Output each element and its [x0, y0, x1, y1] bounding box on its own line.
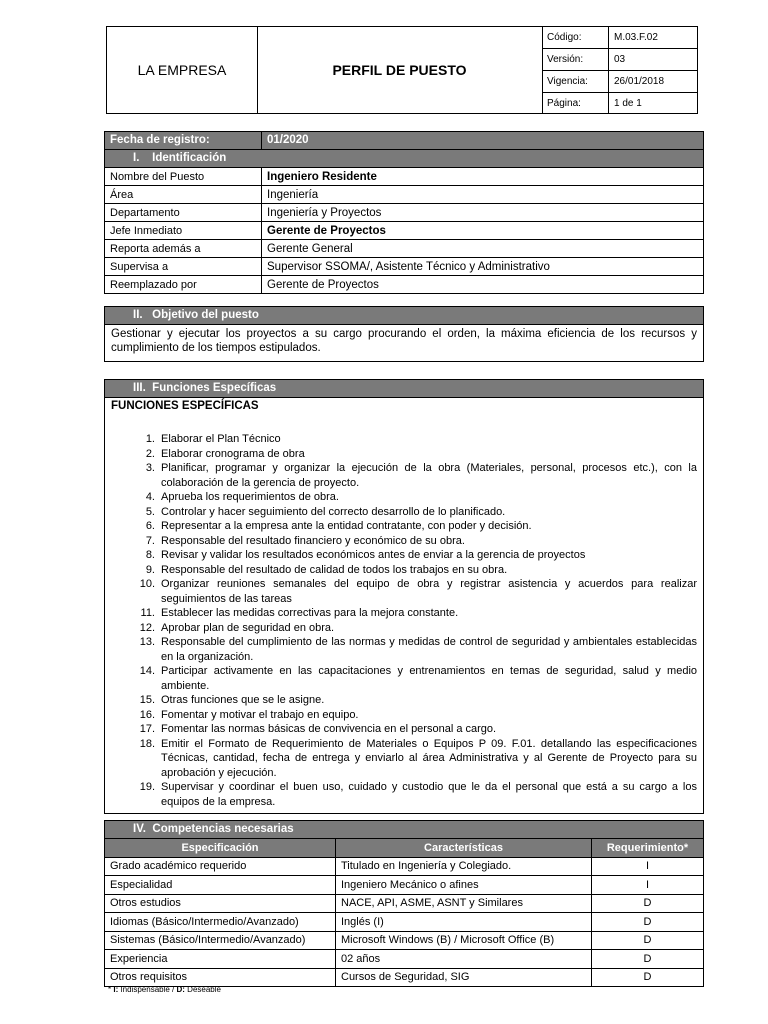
meta-row-version	[542, 49, 697, 71]
table-cell: Microsoft Windows (B) / Microsoft Office (B)	[336, 931, 592, 950]
id-row-label: Supervisa a	[105, 258, 262, 276]
item-text: Supervisar y coordinar el buen uso, cuidado y custodio que le da el personal que está a su cargo a los equipos de la empresa.	[161, 781, 697, 808]
id-row-label: Departamento	[105, 204, 262, 222]
table-cell: I	[592, 857, 704, 876]
list-item	[111, 664, 697, 693]
meta-row-vigencia	[542, 71, 697, 93]
footnote-d-text: Deseable	[184, 985, 221, 994]
competencias-table	[105, 838, 703, 986]
id-row-label: Área	[105, 186, 262, 204]
table-row	[105, 857, 703, 876]
list-item	[111, 577, 697, 606]
list-item	[111, 548, 697, 563]
item-text: Elaborar cronograma de obra	[161, 447, 305, 460]
id-row	[105, 222, 703, 240]
list-item	[111, 534, 697, 549]
fecha-registro-row	[105, 132, 703, 150]
footnote-i-text: Indispensable /	[118, 985, 177, 994]
item-number: 16.	[139, 708, 155, 721]
table-cell: Grado académico requerido	[105, 857, 336, 876]
list-item	[111, 563, 697, 578]
id-row-value: Supervisor SSOMA/, Asistente Técnico y Administrativo	[262, 258, 704, 276]
list-item	[111, 519, 697, 534]
meta-value: 26/01/2018	[609, 71, 698, 93]
item-text: Elaborar el Plan Técnico	[161, 433, 281, 445]
item-number: 8.	[145, 549, 155, 561]
meta-key: Página:	[542, 93, 609, 115]
item-number: 12.	[139, 621, 155, 634]
item-text: Participar activamente en las capacitaciones y entrenamientos en temas de seguridad, salud y medio ambiente.	[161, 665, 697, 692]
funciones-body	[105, 397, 703, 813]
table-cell: Inglés (I)	[336, 913, 592, 932]
meta-key: Versión:	[542, 49, 609, 71]
table-row	[105, 968, 703, 986]
id-row	[105, 168, 703, 186]
table-row	[105, 913, 703, 932]
section-title: III. Funciones Específicas	[105, 380, 703, 397]
table-row	[105, 894, 703, 913]
table-header-row	[105, 839, 703, 858]
column-header: Requerimiento*	[592, 839, 704, 858]
table-cell: Idiomas (Básico/Intermedio/Avanzado)	[105, 913, 336, 932]
section-objetivo	[104, 306, 704, 362]
item-text: Fomentar y motivar el trabajo en equipo.	[161, 708, 359, 721]
section-funciones	[104, 379, 704, 814]
id-row-label: Reemplazado por	[105, 276, 262, 294]
section-title: I. Identificación	[105, 150, 703, 168]
id-row-value: Gerente de Proyectos	[262, 222, 704, 240]
section-title: IV. Competencias necesarias	[105, 821, 703, 838]
table-cell: Especialidad	[105, 876, 336, 895]
item-text: Otras funciones que se le asigne.	[161, 694, 325, 706]
item-text: Organizar reuniones semanales del equipo de obra y registrar asistencia y acuerdos para realizar seguimientos de las tareas	[161, 578, 697, 605]
table-cell: Ingeniero Mecánico o afines	[336, 876, 592, 895]
section-identificacion	[104, 131, 704, 294]
item-text: Aprueba los requerimientos de obra.	[161, 491, 339, 503]
meta-value: M.03.F.02	[609, 27, 698, 49]
table-cell: 02 años	[336, 950, 592, 969]
meta-row-pagina	[542, 93, 697, 115]
item-text: Emitir el Formato de Requerimiento de Materiales o Equipos P 09. F.01. detallando las especificaciones Técnicas, cantidad, fecha de entrega y enviarlo al área Administrativa y al Gerente de Proyecto para su aprobación y ejecución.	[161, 737, 697, 779]
item-number: 19.	[139, 781, 155, 793]
footnote	[108, 985, 221, 994]
meta-value: 1 de 1	[614, 98, 642, 109]
meta-value: 03	[609, 49, 698, 71]
item-number: 7.	[145, 534, 155, 547]
item-text: Responsable del resultado financiero y económico de su obra.	[161, 534, 465, 547]
section-title-row	[105, 150, 703, 168]
id-row-label: Jefe Inmediato	[105, 222, 262, 240]
item-number: 13.	[139, 636, 155, 648]
item-text: Planificar, programar y organizar la ejecución de la obra (Materiales, personal, procesos etc.), con la colaboración de la gerencia de proyecto.	[161, 462, 697, 489]
list-item	[111, 505, 697, 520]
table-cell: Cursos de Seguridad, SIG	[336, 968, 592, 986]
id-row-label: Reporta además a	[105, 240, 262, 258]
id-row-label: Nombre del Puesto	[105, 168, 262, 186]
footnote-i-key: I:	[113, 985, 119, 994]
table-cell: I	[592, 876, 704, 895]
list-item	[111, 461, 697, 490]
list-item	[111, 621, 697, 636]
item-text: Fomentar las normas básicas de convivencia en el personal a cargo.	[161, 723, 497, 735]
document-title: PERFIL DE PUESTO	[257, 27, 543, 113]
item-text: Responsable del cumplimiento de las normas y medidas de control de seguridad y ambientales establecidas en la organización.	[161, 636, 697, 663]
item-text: Controlar y hacer seguimiento del correcto desarrollo de lo planificado.	[161, 505, 506, 518]
table-cell: Otros requisitos	[105, 968, 336, 986]
document-meta-table	[542, 27, 697, 114]
funciones-heading: FUNCIONES ESPECÍFICAS	[111, 400, 259, 412]
table-cell: D	[592, 931, 704, 950]
item-number: 9.	[145, 563, 155, 576]
table-cell: NACE, API, ASME, ASNT y Similares	[336, 894, 592, 913]
item-number: 5.	[145, 505, 155, 518]
table-row	[105, 950, 703, 969]
section-title: II. Objetivo del puesto	[105, 307, 703, 324]
item-number: 6.	[145, 520, 155, 532]
id-row	[105, 204, 703, 222]
item-number: 18.	[139, 737, 155, 750]
id-row-value: Ingeniería y Proyectos	[262, 204, 704, 222]
column-header: Especificación	[105, 839, 336, 858]
fecha-registro-label: Fecha de registro:	[105, 132, 262, 150]
list-item	[111, 432, 697, 447]
id-row-value: Ingeniería	[262, 186, 704, 204]
funciones-list	[111, 432, 697, 809]
item-number: 2.	[145, 447, 155, 460]
table-cell: D	[592, 950, 704, 969]
item-number: 17.	[139, 723, 155, 735]
id-row	[105, 240, 703, 258]
table-cell: Titulado en Ingeniería y Colegiado.	[336, 857, 592, 876]
table-cell: Otros estudios	[105, 894, 336, 913]
table-row	[105, 931, 703, 950]
item-text: Establecer las medidas correctivas para la mejora constante.	[161, 607, 459, 619]
footnote-star: *	[108, 985, 114, 994]
item-number: 3.	[145, 462, 155, 474]
item-number: 15.	[139, 694, 155, 706]
item-text: Aprobar plan de seguridad en obra.	[161, 621, 335, 634]
item-number: 14.	[139, 665, 155, 677]
id-row-value: Ingeniero Residente	[262, 168, 704, 186]
meta-key: Vigencia:	[542, 71, 609, 93]
section-competencias	[104, 820, 704, 987]
id-row	[105, 276, 703, 294]
list-item	[111, 737, 697, 781]
list-item	[111, 722, 697, 737]
item-number: 1.	[145, 433, 155, 445]
table-row	[105, 876, 703, 895]
meta-row-codigo	[542, 27, 697, 49]
table-cell: Experiencia	[105, 950, 336, 969]
identificacion-table	[105, 132, 703, 293]
table-cell: D	[592, 913, 704, 932]
list-item	[111, 635, 697, 664]
item-text: Responsable del resultado de calidad de todos los trabajos en su obra.	[161, 563, 508, 576]
id-row-value: Gerente de Proyectos	[262, 276, 704, 294]
list-item	[111, 708, 697, 723]
id-row-value: Gerente General	[262, 240, 704, 258]
column-header: Características	[336, 839, 592, 858]
meta-key: Código:	[542, 27, 609, 49]
item-text: Representar a la empresa ante la entidad contratante, con poder y decisión.	[161, 520, 532, 532]
objetivo-text: Gestionar y ejecutar los proyectos a su cargo procurando el orden, la máxima eficiencia de los recursos y cumplimiento de los tiempos estipulados.	[105, 324, 703, 361]
list-item	[111, 447, 697, 462]
table-cell: Sistemas (Básico/Intermedio/Avanzado)	[105, 931, 336, 950]
id-row	[105, 258, 703, 276]
list-item	[111, 490, 697, 505]
list-item	[111, 606, 697, 621]
company-name: LA EMPRESA	[107, 27, 258, 113]
item-number: 4.	[145, 491, 155, 503]
item-number: 10.	[139, 578, 155, 590]
footnote-d-key: D:	[176, 985, 185, 994]
item-text: Revisar y validar los resultados económicos antes de enviar a la gerencia de proyectos	[161, 549, 586, 561]
item-number: 11.	[140, 607, 155, 619]
document-header	[106, 26, 698, 114]
list-item	[111, 780, 697, 809]
list-item	[111, 693, 697, 708]
table-cell: D	[592, 894, 704, 913]
table-cell: D	[592, 968, 704, 986]
fecha-registro-value: 01/2020	[267, 134, 309, 146]
id-row	[105, 186, 703, 204]
